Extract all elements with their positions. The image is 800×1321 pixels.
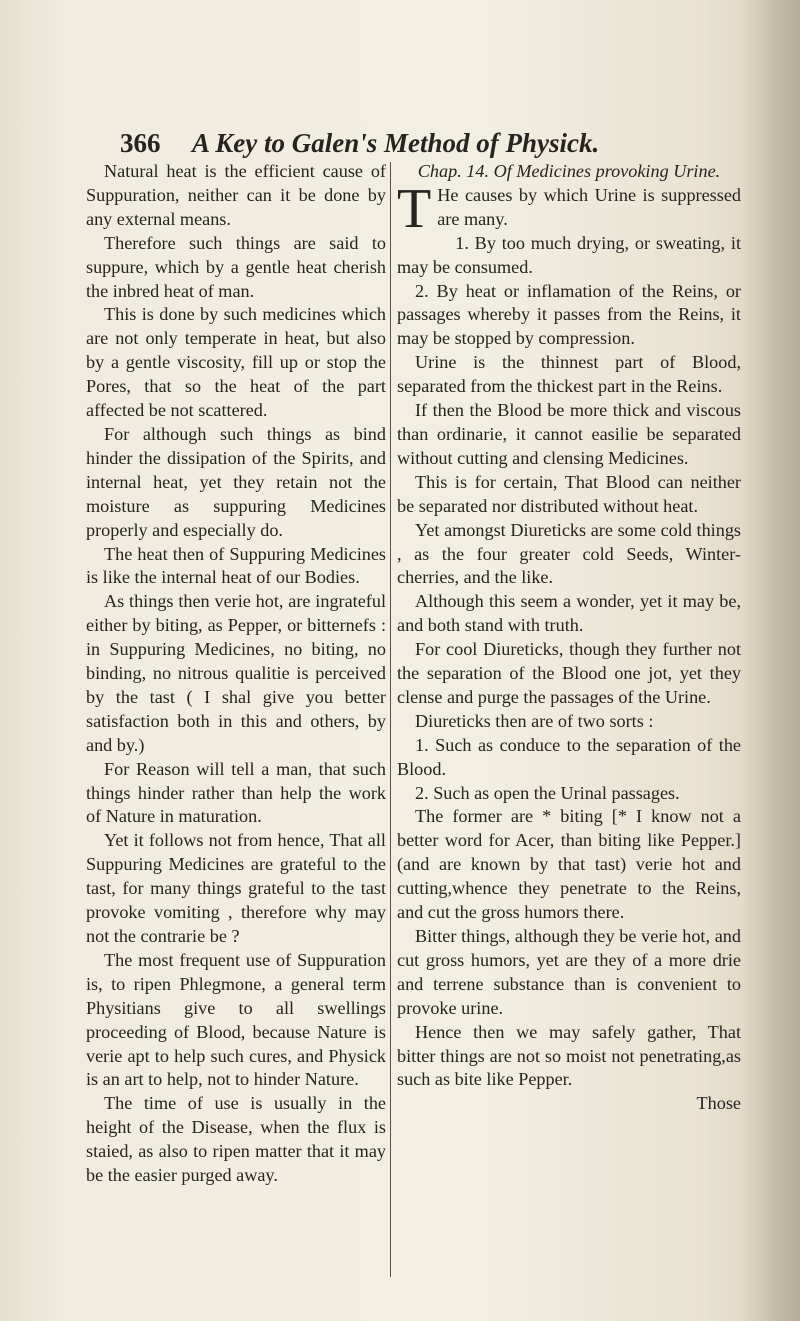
paragraph: 2. By heat or inflamation of the Reins, or passages whereby it passes from the Reins, it may be stopped by compression. — [397, 280, 741, 349]
paragraph-with-dropcap — [397, 177, 741, 240]
paragraph: For Reason will tell a man, that such things hinder rather than help the work of Nature in maturation. — [86, 758, 386, 827]
paragraph: Natural heat is the efficient cause of Suppuration, neither can it be done by any external means. — [86, 161, 386, 229]
paragraph: As things then verie hot, are ingrateful either by biting, as Pepper, or bitternefs : in Suppuring Medicines, no biting, no binding, no nitrous qualitie is perceived by the tast ( I shal give you better satisfaction both in this and others, by and by.) — [86, 591, 386, 755]
paragraph: 2. Such as open the Urinal passages. — [415, 782, 680, 803]
running-title: A Key to Galen's Method of Physick. — [192, 128, 600, 158]
paragraph: Therefore such things are said to suppure, which by a gentle heat cherish the inbred heat of man. — [86, 232, 386, 301]
paragraph: Diureticks then are of two sorts : — [415, 710, 654, 731]
paragraph: The most frequent use of Suppuration is, to ripen Phlegmone, a general term Physitians give to all swellings proceeding of Blood, because Nature is verie apt to help such cures, and Physick is an art to help, not to hinder Nature. — [86, 949, 386, 1090]
left-column — [86, 160, 386, 1188]
paragraph-text: He causes by which Urine is suppressed are many. — [437, 184, 741, 229]
paragraph: Urine is the thinnest part of Blood, separated from the thickest part in the Reins. — [397, 352, 741, 397]
paragraph: Although this seem a wonder, yet it may be, and both stand with truth. — [397, 591, 741, 636]
paragraph: The heat then of Suppuring Medicines is like the internal heat of our Bodies. — [86, 543, 386, 588]
paragraph: If then the Blood be more thick and viscous than ordinarie, it cannot easilie be separated without cutting and clensing Medicines. — [397, 400, 741, 468]
paragraph: Bitter things, although they be verie hot, and cut gross humors, yet are they of a more drie and terrene substance than is convenient to provoke urine. — [397, 926, 741, 1018]
paragraph: For cool Diureticks, though they further not the separation of the Blood one jot, yet they clense and purge the passages of the Urine. — [397, 639, 741, 707]
page-number: 366 — [120, 128, 161, 158]
paragraph: The former are * biting [* I know not a better word for Acer, than biting like Pepper.] (and are known by that tast) verie hot and cutting,whence they penetrate to the Reins, and cut the gross humors there. — [397, 806, 741, 923]
page-header — [120, 128, 740, 162]
paragraph: For although such things as bind hinder the dissipation of the Spirits, and internal heat, yet they retain not the moisture as suppuring Medicines properly and especially do. — [86, 423, 386, 540]
paragraph: Yet amongst Diureticks are some cold things , as the four greater cold Seeds, Winter-cherries, and the like. — [397, 519, 741, 588]
paragraph: Yet it follows not from hence, That all Suppuring Medicines are grateful to the tast, for many things grateful to the tast provoke vomiting , therefore why may not the contrarie be ? — [86, 830, 386, 946]
paragraph: This is done by such medicines which are not only temperate in heat, but also by a gentle viscosity, fill up or stop the Pores, that so the heat of the part affected be not scattered. — [86, 304, 386, 421]
chapter-heading: Chap. 14. Of Medicines provoking Urine. — [417, 161, 721, 181]
page-gutter-shadow — [742, 0, 800, 1321]
paragraph: Hence then we may safely gather, That bitter things are not so moist not penetrating,as such as bite like Pepper. — [397, 1021, 741, 1090]
paragraph: 1. Such as conduce to the separation of the Blood. — [397, 734, 741, 779]
right-column — [397, 160, 741, 1116]
column-divider — [390, 162, 391, 1277]
paragraph: 1. By too much drying, or sweating, it may be consumed. — [397, 232, 741, 277]
catchword: Those — [696, 1093, 741, 1114]
drop-cap: T — [397, 177, 432, 240]
paragraph: This is for certain, That Blood can neither be separated nor distributed without heat. — [397, 471, 741, 516]
paragraph: The time of use is usually in the height of the Disease, when the flux is staied, as also to ripen matter that it may be the easier purged away. — [86, 1093, 386, 1186]
